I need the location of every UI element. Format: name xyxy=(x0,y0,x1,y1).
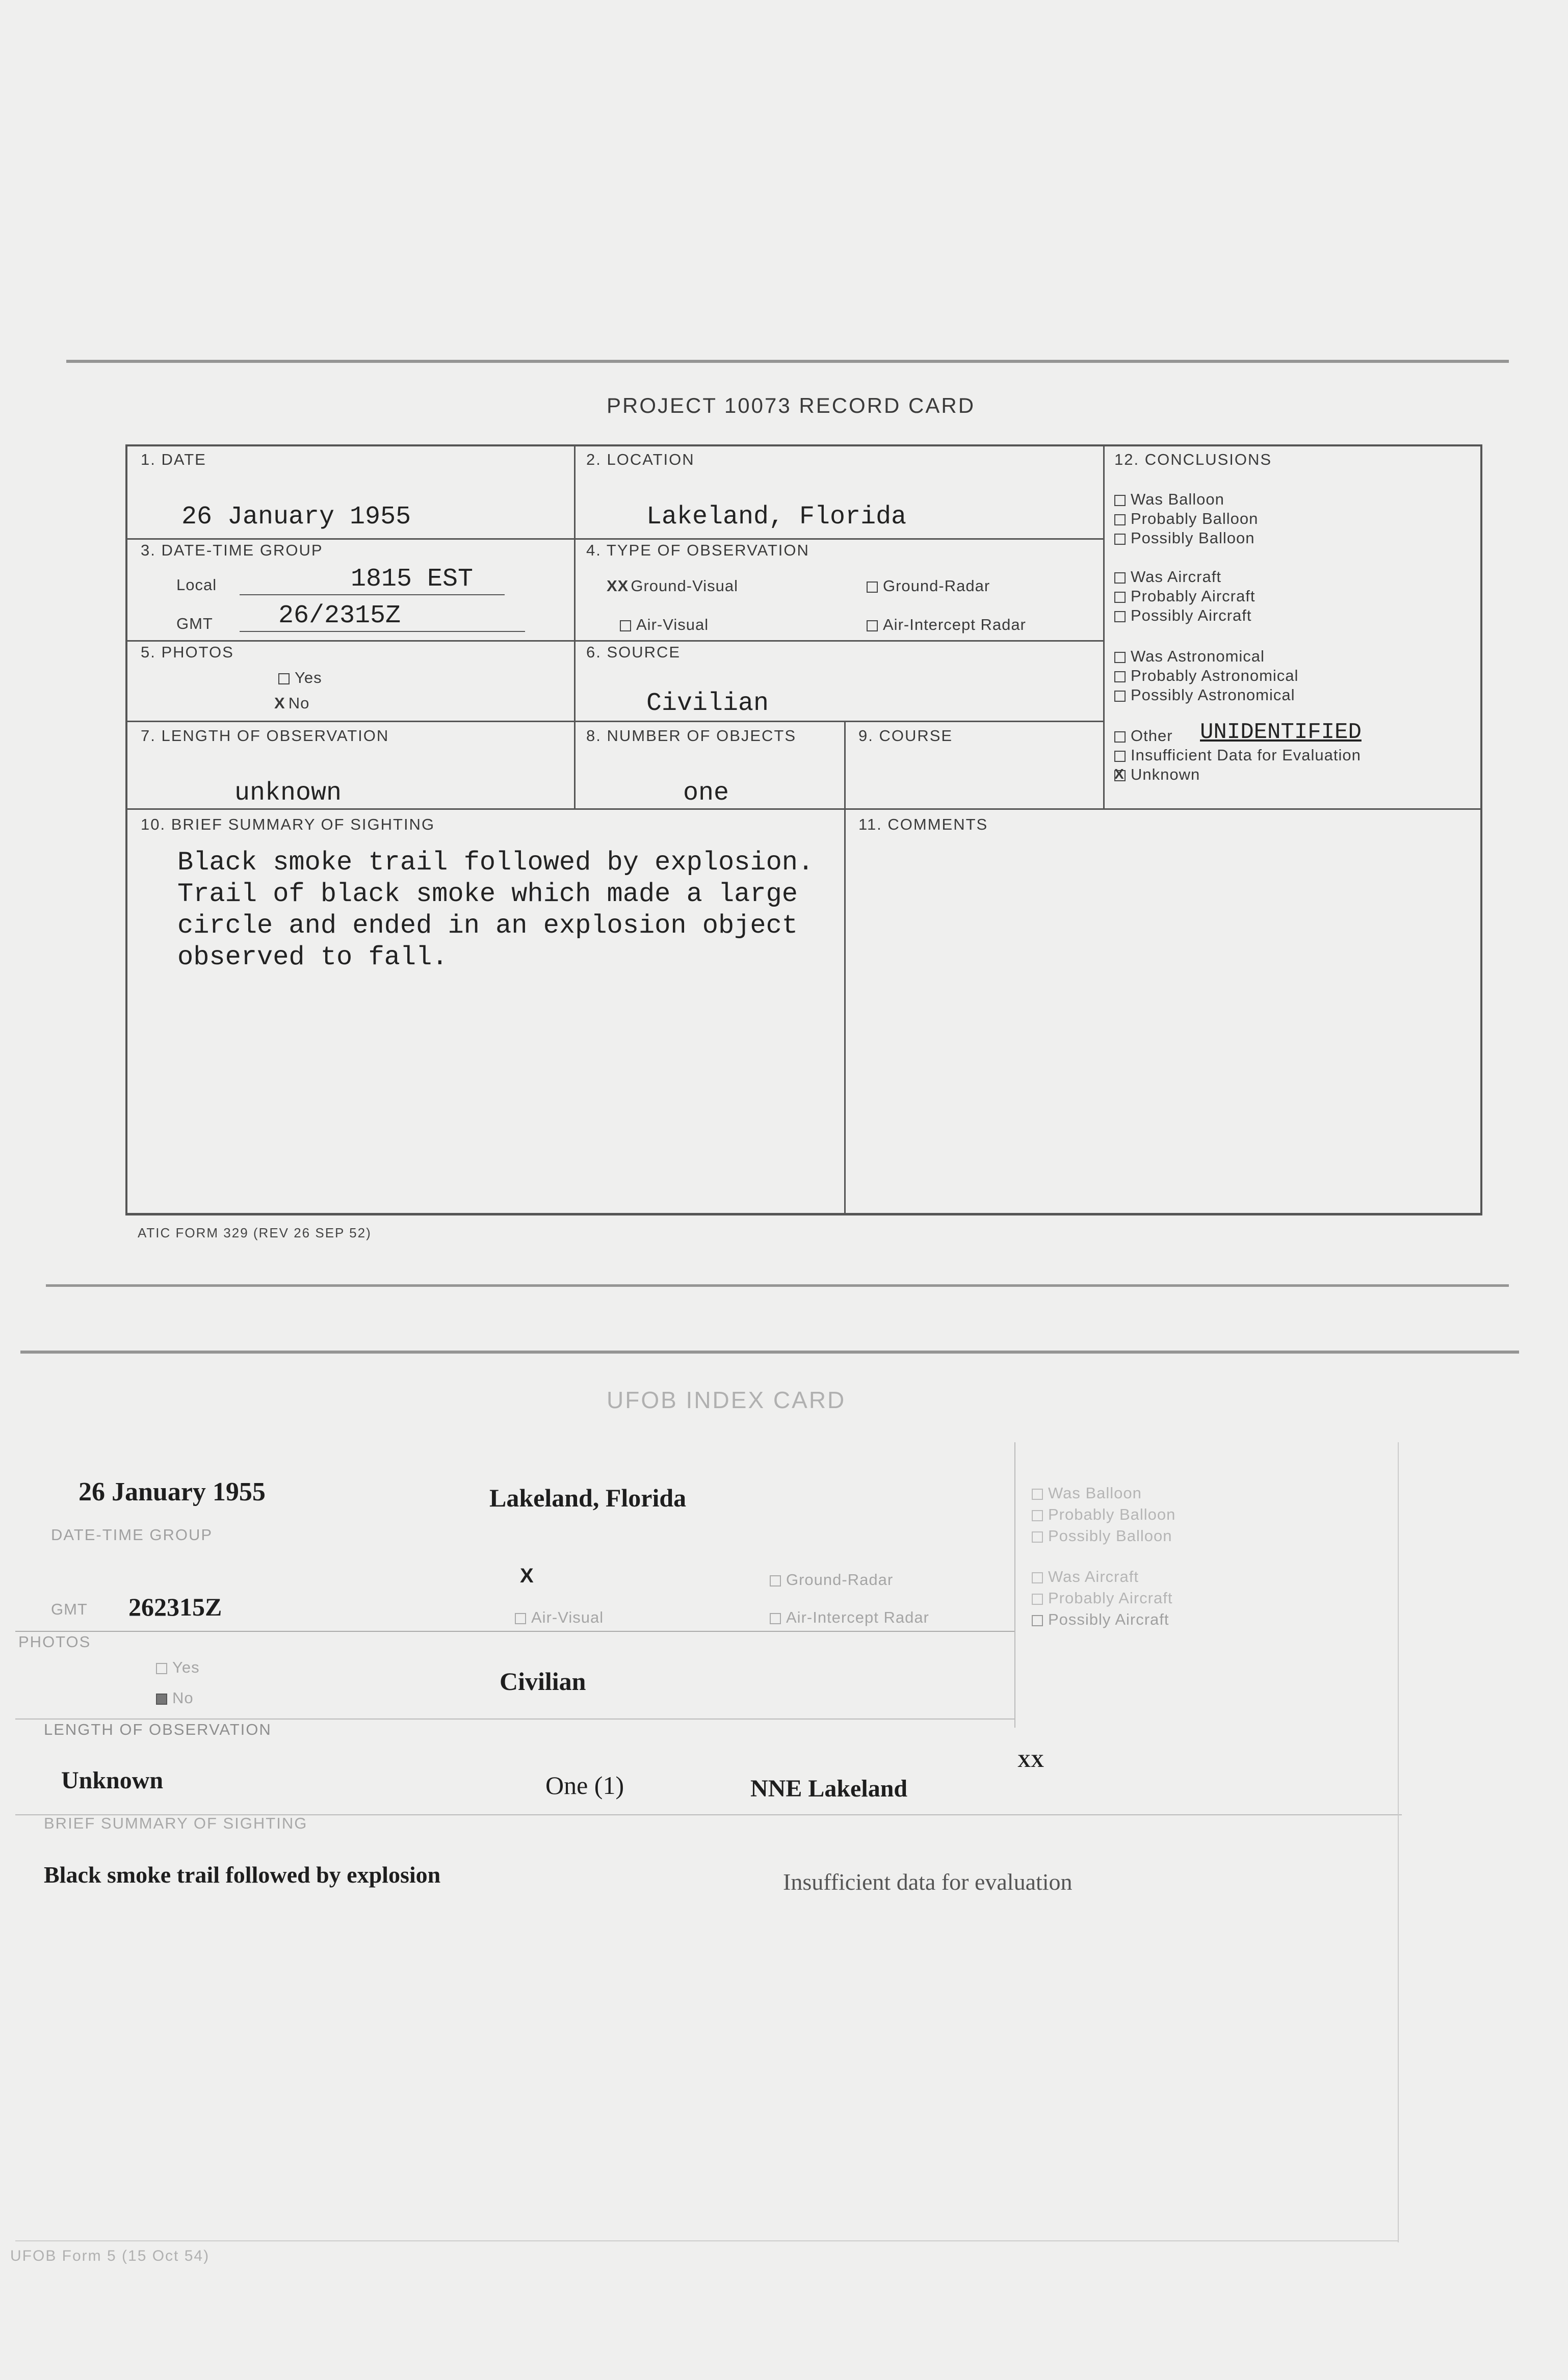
conclusion-probably-astronomical: Probably Astronomical xyxy=(1114,667,1298,685)
index-conclusion-mark: XX xyxy=(1017,1751,1044,1771)
label-location: 2. LOCATION xyxy=(586,451,695,468)
checkbox-icon xyxy=(1032,1489,1043,1500)
label-type-observation: 4. TYPE OF OBSERVATION xyxy=(586,541,809,559)
index-label-photos: PHOTOS xyxy=(18,1633,91,1651)
index-label-datetime-group: DATE-TIME GROUP xyxy=(51,1526,213,1544)
record-form-id: ATIC FORM 329 (REV 26 SEP 52) xyxy=(138,1225,372,1240)
gmt-value: 26/2315Z xyxy=(278,601,401,630)
obs-air-intercept-radar: Air-Intercept Radar xyxy=(867,616,1026,634)
checkbox-icon xyxy=(770,1613,781,1624)
date-value: 26 January 1955 xyxy=(181,503,411,532)
index-location-value: Lakeland, Florida xyxy=(489,1484,687,1512)
index-summary-value: Black smoke trail followed by explosion xyxy=(44,1862,441,1888)
index-obs-ground-visual xyxy=(520,1565,534,1588)
summary-value: Black smoke trail followed by explosion. Trail of black smoke which made a large circle and ended in an explosion object observed to fall. xyxy=(177,848,814,972)
index-label-length: LENGTH OF OBSERVATION xyxy=(44,1721,272,1738)
index-obs-air-visual: Air-Visual xyxy=(515,1608,604,1627)
grid-line xyxy=(15,2240,1399,2241)
grid-line xyxy=(125,721,1104,722)
index-obs-ground-radar: Ground-Radar xyxy=(770,1571,893,1589)
checkbox-icon xyxy=(278,673,290,684)
photos-yes: Yes xyxy=(278,669,322,687)
scan-edge-lower xyxy=(20,1351,1519,1354)
checkbox-icon xyxy=(620,620,631,631)
index-gmt-value: 262315Z xyxy=(128,1593,222,1621)
index-conclusion-possibly-aircraft: Possibly Aircraft xyxy=(1032,1610,1169,1629)
source-value: Civilian xyxy=(646,689,769,718)
label-length: 7. LENGTH OF OBSERVATION xyxy=(141,727,389,745)
label-num-objects: 8. NUMBER OF OBJECTS xyxy=(586,727,797,745)
checkbox-icon xyxy=(770,1575,781,1586)
grid-line xyxy=(15,1631,1014,1632)
checkbox-icon xyxy=(1114,751,1126,762)
index-gmt-label: GMT xyxy=(51,1600,88,1618)
checkbox-icon xyxy=(1114,611,1126,622)
other-value: UNIDENTIFIED xyxy=(1200,720,1362,745)
grid-line xyxy=(125,808,1482,810)
local-label: Local xyxy=(176,576,217,594)
index-course-value: NNE Lakeland xyxy=(750,1775,908,1802)
checkbox-icon xyxy=(1032,1572,1043,1583)
conclusion-unknown: X Unknown xyxy=(1114,765,1200,783)
index-length-value: Unknown xyxy=(61,1767,164,1794)
grid-line xyxy=(125,640,1104,642)
index-form-id: UFOB Form 5 (15 Oct 54) xyxy=(10,2247,210,2264)
checkbox-icon xyxy=(867,581,878,593)
obs-ground-radar: Ground-Radar xyxy=(867,577,990,595)
photos-no: X No xyxy=(274,694,310,712)
checkbox-checked-icon xyxy=(156,1694,167,1705)
index-conclusion-possibly-balloon: Possibly Balloon xyxy=(1032,1527,1172,1545)
conclusion-probably-balloon: Probably Balloon xyxy=(1114,510,1258,528)
checkbox-icon xyxy=(1032,1615,1043,1626)
conclusion-possibly-balloon: Possibly Balloon xyxy=(1114,529,1255,547)
conclusion-possibly-aircraft: Possibly Aircraft xyxy=(1114,606,1252,625)
checkbox-icon xyxy=(1114,592,1126,603)
index-comments-value: Insufficient data for evaluation xyxy=(783,1869,1073,1895)
label-conclusions: 12. CONCLUSIONS xyxy=(1114,451,1272,468)
local-underline xyxy=(240,594,505,595)
local-value: 1815 EST xyxy=(351,565,474,594)
grid-line xyxy=(125,444,127,1215)
index-conclusion-was-aircraft: Was Aircraft xyxy=(1032,1568,1139,1586)
label-datetime-group: 3. DATE-TIME GROUP xyxy=(141,541,323,559)
index-num-objects-value: One (1) xyxy=(545,1771,624,1800)
scan-edge-top xyxy=(66,360,1509,363)
conclusion-was-astronomical: Was Astronomical xyxy=(1114,647,1265,666)
index-photos-yes: Yes xyxy=(156,1658,200,1677)
conclusion-insufficient: Insufficient Data for Evaluation xyxy=(1114,746,1361,764)
index-conclusion-probably-balloon: Probably Balloon xyxy=(1032,1505,1175,1524)
index-photos-no: No xyxy=(156,1689,194,1707)
gmt-label: GMT xyxy=(176,615,213,632)
label-date: 1. DATE xyxy=(141,451,206,468)
index-source-value: Civilian xyxy=(500,1667,586,1696)
index-ground-visual-mark: X xyxy=(520,1565,534,1587)
grid-line xyxy=(1103,444,1105,809)
checkbox-icon xyxy=(1114,731,1126,743)
grid-line xyxy=(1398,1442,1399,2242)
label-comments: 11. COMMENTS xyxy=(858,815,988,833)
checkbox-icon xyxy=(156,1663,167,1674)
location-value: Lakeland, Florida xyxy=(646,503,907,532)
checkbox-icon xyxy=(1114,514,1126,525)
conclusion-possibly-astronomical: Possibly Astronomical xyxy=(1114,686,1295,704)
grid-line xyxy=(574,444,576,809)
checkbox-icon xyxy=(1114,572,1126,584)
checkbox-icon xyxy=(867,620,878,631)
obs-ground-visual: XX Ground-Visual xyxy=(607,577,738,595)
conclusion-probably-aircraft: Probably Aircraft xyxy=(1114,587,1255,605)
ground-visual-mark: XX xyxy=(607,577,629,595)
label-source: 6. SOURCE xyxy=(586,643,681,661)
index-card-title: UFOB INDEX CARD xyxy=(607,1387,846,1413)
grid-line xyxy=(1014,1442,1015,1728)
index-date-value: 26 January 1955 xyxy=(79,1477,266,1506)
checkbox-icon xyxy=(1032,1531,1043,1543)
gmt-underline xyxy=(240,631,525,632)
checkbox-icon xyxy=(515,1613,526,1624)
num-objects-value: one xyxy=(683,779,729,808)
checkbox-icon xyxy=(1114,495,1126,506)
label-summary: 10. BRIEF SUMMARY OF SIGHTING xyxy=(141,815,435,833)
grid-line xyxy=(15,1718,1014,1720)
grid-line xyxy=(125,444,1481,446)
checkbox-icon xyxy=(1114,652,1126,663)
index-conclusion-probably-aircraft: Probably Aircraft xyxy=(1032,1589,1172,1607)
conclusion-was-balloon: Was Balloon xyxy=(1114,490,1224,509)
obs-air-visual: Air-Visual xyxy=(620,616,709,634)
grid-line xyxy=(125,1213,1482,1215)
checkbox-icon xyxy=(1032,1594,1043,1605)
record-card-title: PROJECT 10073 RECORD CARD xyxy=(607,393,976,417)
checkbox-icon xyxy=(1114,691,1126,702)
length-value: unknown xyxy=(234,779,342,808)
index-obs-air-intercept-radar: Air-Intercept Radar xyxy=(770,1608,929,1627)
checkbox-icon xyxy=(1114,534,1126,545)
label-photos: 5. PHOTOS xyxy=(141,643,234,661)
grid-line xyxy=(125,538,1104,540)
checkbox-checked-icon: X xyxy=(1114,770,1126,781)
scan-edge-mid xyxy=(46,1284,1509,1287)
grid-line xyxy=(844,722,846,1214)
checkbox-icon xyxy=(1114,671,1126,682)
label-course: 9. COURSE xyxy=(858,727,953,745)
checkbox-icon xyxy=(1032,1510,1043,1521)
conclusion-other: Other xyxy=(1114,727,1173,745)
photos-no-mark: X xyxy=(274,694,285,712)
grid-line xyxy=(1480,444,1482,1215)
index-label-summary: BRIEF SUMMARY OF SIGHTING xyxy=(44,1814,308,1832)
conclusion-was-aircraft: Was Aircraft xyxy=(1114,568,1221,586)
index-conclusion-was-balloon: Was Balloon xyxy=(1032,1484,1142,1502)
